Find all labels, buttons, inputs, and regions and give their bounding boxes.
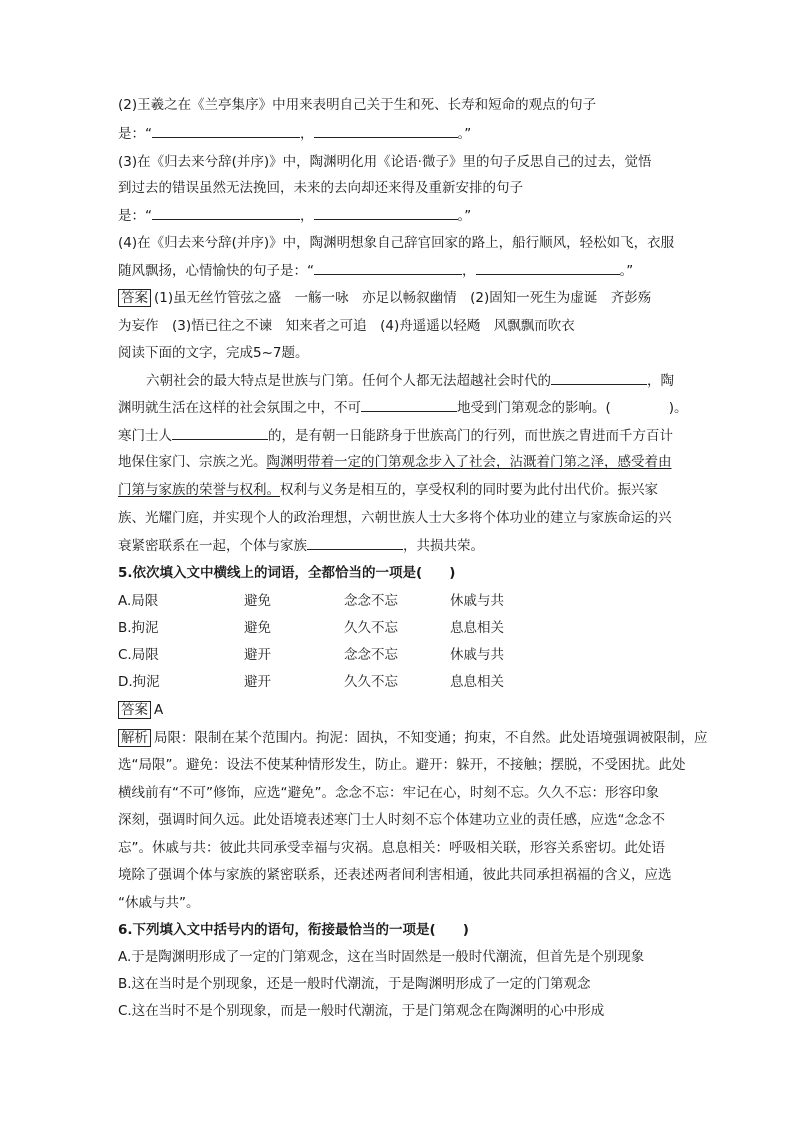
passage-line5: 门第与家族的荣誉与权利。权利与义务是相互的，享受权利的同时要为此付出代价。振兴家: [118, 482, 658, 498]
answer-blank[interactable]: [314, 123, 458, 138]
answer-block-line2: 为妄作 (3)悟已往之不谏 知来者之可追 (4)舟遥遥以轻飏 风飘飘而吹衣: [118, 318, 575, 334]
reading-intro: 阅读下面的文字，完成5~7题。: [118, 345, 309, 361]
q6-stem: 6.下列填入文中括号内的语句，衔接最恰当的一项是( ): [118, 922, 469, 938]
underlined-sentence: 陶渊明带着一定的门第观念步入了社会，沾溉着门第之泽，感受着由: [266, 454, 672, 470]
passage-blank[interactable]: [361, 397, 457, 412]
answer-blank[interactable]: [314, 260, 462, 275]
answer-blank[interactable]: [152, 205, 300, 220]
answer-blank[interactable]: [476, 260, 620, 275]
q2-line1: (2)王羲之在《兰亭集序》中用来表明自己关于生和死、长寿和短命的观点的句子: [118, 97, 597, 113]
q5-stem: 5.依次填入文中横线上的词语，全都恰当的一项是( ): [118, 565, 456, 581]
q5-analysis-line2: 选“局限”。避免：设法不使某种情形发生，防止。避开：躲开，不接触；摆脱，不受困扰。此处: [118, 757, 686, 773]
passage-blank[interactable]: [172, 425, 268, 440]
q5-answer: 答案 A: [118, 700, 163, 720]
answer-blank[interactable]: [314, 205, 458, 220]
passage-line2: 渊明就生活在这样的社会氛围之中，不可 地受到门第观念的影响。( )。: [118, 397, 688, 418]
q6-option-b[interactable]: B.这在当时是个别现象，还是一般时代潮流，于是陶渊明形成了一定的门第观念: [118, 976, 591, 992]
answer-block-line1: 答案 (1)虽无丝竹管弦之盛 一觞一咏 亦足以畅叙幽情 (2)固知一死生为虚诞 齐彭殇: [118, 288, 651, 308]
answer-label: 答案: [118, 289, 151, 307]
answer-label: 答案: [118, 701, 151, 719]
underlined-sentence: 门第与家族的荣誉与权利。: [118, 482, 280, 498]
q4-line1: (4)在《归去来兮辞(并序)》中，陶渊明想象自己辞官回家的路上，船行顺风，轻松如飞，衣服: [118, 235, 675, 251]
q3-line2: 到过去的错误虽然无法挽回，未来的去向却还来得及重新安排的句子: [118, 180, 523, 196]
passage-line1: 六朝社会的最大特点是世族与门第。任何个人都无法超越社会时代的 ，陶: [146, 370, 674, 391]
q6-option-a[interactable]: A.于是陶渊明形成了一定的门第观念，这在当时固然是一般时代潮流，但首先是个别现象: [118, 949, 645, 965]
q3-line3: 是：“ ， 。”: [118, 205, 471, 226]
passage-line4: 地保住家门、宗族之光。陶渊明带着一定的门第观念步入了社会，沾溉着门第之泽，感受着由: [118, 454, 672, 470]
q5-analysis-line7: “休戚与共”。: [118, 895, 200, 911]
q3-line1: (3)在《归去来兮辞(并序)》中，陶渊明化用《论语·微子》里的句子反思自己的过去，觉悟: [118, 154, 652, 170]
q2-line2: 是：“ ， 。”: [118, 123, 471, 144]
analysis-label: 解析: [118, 729, 151, 747]
passage-line7: 衰紧密联系在一起，个体与家族 ，共损共荣。: [118, 535, 484, 556]
q6-option-c[interactable]: C.这在当时不是个别现象，而是一般时代潮流，于是门第观念在陶渊明的心中形成: [118, 1003, 605, 1019]
q5-analysis-line3: 横线前有“不可”修饰，应选“避免”。念念不忘：牢记在心，时刻不忘。久久不忘：形容印象: [118, 785, 659, 801]
q4-line2: 随风飘扬，心情愉快的句子是：“ ， 。”: [118, 260, 633, 281]
q5-analysis-line6: 境除了强调个体与家族的紧密联系，还表述两者间利害相通，彼此共同承担祸福的含义，应选: [118, 867, 672, 883]
passage-line6: 族、光耀门庭，并实现个人的政治理想，六朝世族人士大多将个体功业的建立与家族命运的兴: [118, 510, 672, 526]
passage-blank[interactable]: [307, 535, 403, 550]
passage-blank[interactable]: [551, 370, 647, 385]
q5-analysis-line4: 深刻，强调时间久远。此处语境表述寒门士人时刻不忘个体建功立业的责任感，应选“念念不: [118, 812, 665, 828]
answer-blank[interactable]: [152, 123, 300, 138]
q5-analysis-line5: 忘”。休戚与共：彼此共同承受幸福与灾祸。息息相关：呼吸相关联，形容关系密切。此处语: [118, 840, 665, 856]
passage-line3: 寒门士人 的，是有朝一日能跻身于世族高门的行列，而世族之胄进而千方百计: [118, 425, 673, 446]
document-page: (2)王羲之在《兰亭集序》中用来表明自己关于生和死、长寿和短命的观点的句子 是：“ ， 。” (3)在《归去来兮辞(并序)》中，陶渊明化用《论语·微子》里的句子反思自己的过去，觉悟 到过去的错误虽然无法挽回，未来的去向却还来得及重新安排的句子 是：“ ， 。” (4)在《归去来兮辞(并序)》中，陶渊明想象自己辞官回家的路上，船行顺风，轻松如飞，衣服 随风飘扬，心情愉快的句子是：“ ， 。” 答案 (1)虽无丝竹管弦之盛 一觞一咏 亦足以畅叙幽情 (2)固知一死生为虚诞 齐彭殇 为妄作 (3)悟已往之不谏 知来者之可追 (4)舟遥遥以轻飏 风飘飘而吹衣 阅读下面的文字，完成5~7题。 六朝社会的最大特点是世族与门第。任何个人都无法超越社会时代的 ，陶 渊明就生活在这样的社会氛围之中，不可 地受到门第观念的影响。( )。 寒门士人 的，是有朝一日能跻身于世族高门的行列，而世族之胄进而千方百计 地保住家门、宗族之光。陶渊明带着一定的门第观念步入了社会，沾溉着门第之泽，感受着由 门第与家族的荣誉与权利。权利与义务是相互的，享受权利的同时要为此付出代价。振兴家 族、光耀门庭，并实现个人的政治理想，六朝世族人士大多将个体功业的建立与家族命运的兴 衰紧密联系在一起，个体与家族 ，共损共荣。 5.依次填入文中横线上的词语，全都恰当的一项是( ) A.局限 避免 念念不忘 休戚与共 B.拘泥 避免 久久不忘 息息相关 C.局限 避开 念念不忘 休戚与共 D.拘泥 避开 久久不忘 息息相关 答案 A 解析 局限：限制在某个范围内。拘泥：固执，不知变通；拘束，不自然。此处语境强调被限制，应 选“局限”。避免：设法不使某种情形发生，防止。避开：躲开，不接触；摆脱，不受困扰。此处 横线前有“不可”修饰，应选“避免”。念念不忘：牢记在心，时刻不忘。久久不忘：形容印象 深刻，强调时间久远。此处语境表述寒门士人时刻不忘个体建功立业的责任感，应选“念念不 忘”。休戚与共：彼此共同承受幸福与灾祸。息息相关：呼吸相关联，形容关系密切。此处语 境除了强调个体与家族的紧密联系，还表述两者间利害相通，彼此共同承担祸福的含义，应选 “休戚与共”。 6.下列填入文中括号内的语句，衔接最恰当的一项是( ) A.于是陶渊明形成了一定的门第观念，这在当时固然是一般时代潮流，但首先是个别现象 B.这在当时是个别现象，还是一般时代潮流，于是陶渊明形成了一定的门第观念 C.这在当时不是个别现象，而是一般时代潮流，于是门第观念在陶渊明的心中形成: [118, 97, 708, 1019]
q5-analysis-line1: 解析 局限：限制在某个范围内。拘泥：固执，不知变通；拘束，不自然。此处语境强调被限制，应: [118, 728, 708, 748]
